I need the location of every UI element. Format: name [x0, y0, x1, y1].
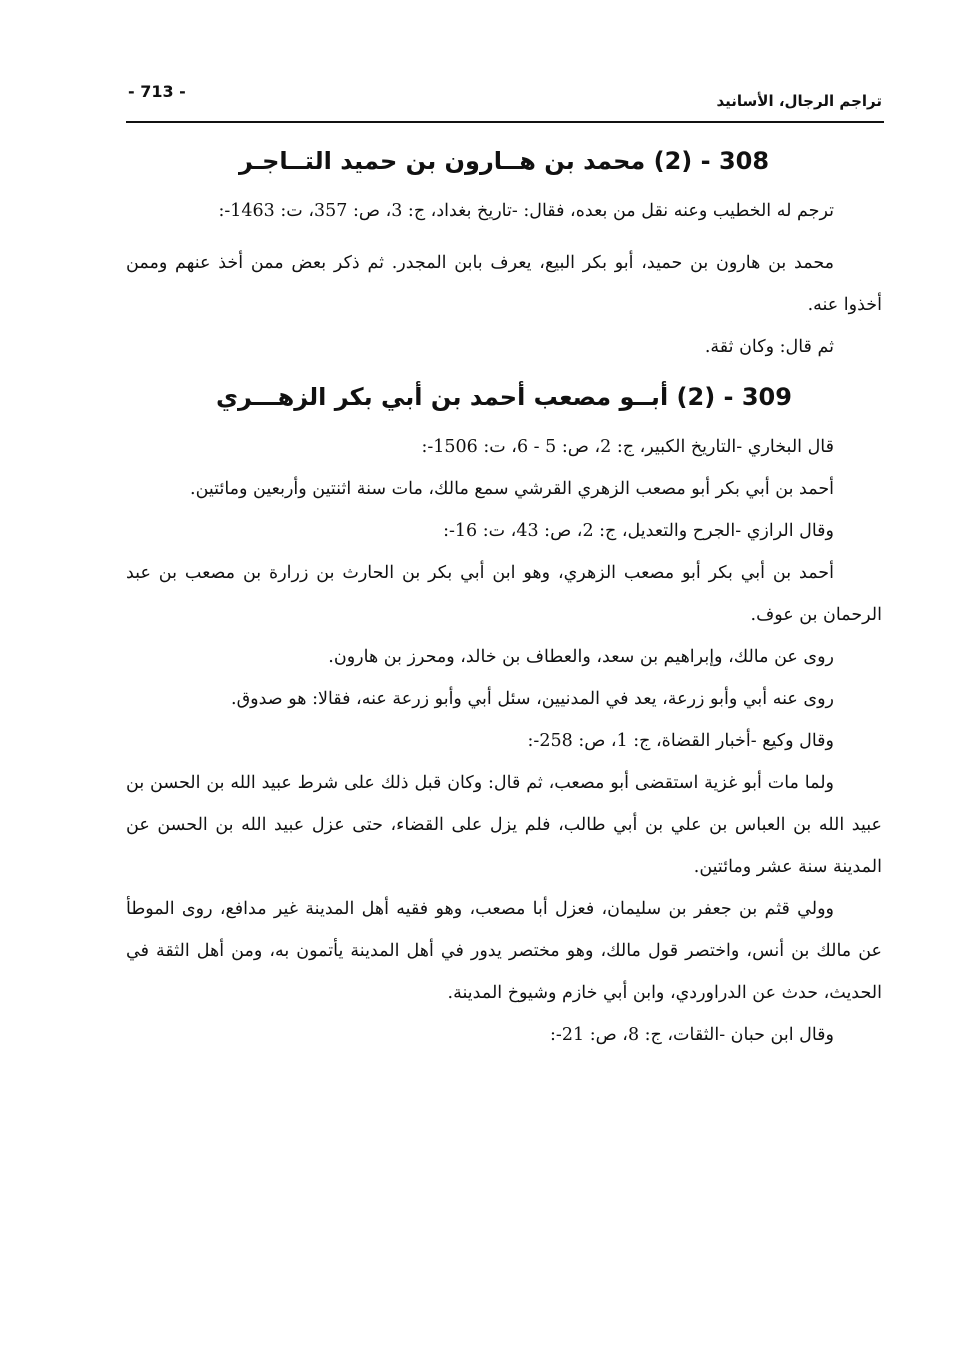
paragraph: ثم قال: وكان ثقة.: [704, 337, 834, 357]
page-header: [128, 78, 882, 122]
paragraph: قال البخاري -التاريخ الكبير، ج: 2، ص: 5 - 6، ت: 1506-:: [421, 437, 834, 457]
paragraph: وقال الرازي -الجرح والتعديل، ج: 2، ص: 43، ت: 16-:: [443, 521, 834, 541]
paragraph: ترجم له الخطيب وعنه نقل من بعده، فقال: -تاريخ بغداد، ج: 3، ص: 357، ت: 1463-:: [218, 201, 834, 221]
paragraph: أحمد بن أبي بكر أبو مصعب الزهري القرشي سمع مالك، مات سنة اثنتين وأربعين ومائتين.: [190, 479, 834, 499]
paragraph: وقال ابن حبان -الثقات، ج: 8، ص: 21-:: [550, 1025, 834, 1045]
page-body: [126, 138, 882, 1056]
paragraph: محمد بن هارون بن حميد، أبو بكر البيع، يعرف بابن المجدر. ثم ذكر بعض ممن أخذ عنهم وممن أخذوا عنه.: [126, 253, 882, 315]
running-title: تراجم الرجال، الأسانيد: [716, 92, 882, 110]
paragraph: ولما مات أبو غزية استقضى أبو مصعب، ثم قال: وكان قبل ذلك على شرط عبيد الله بن الحسن بن عبيد الله بن العباس بن علي بن أبي طالب، فلم يزل على القضاء، حتى عزل عبيد الله بن الحسن عن المدينة سنة عشر ومائتين.: [126, 773, 882, 877]
entry-heading-308: 308 - (2) محمد بن هــارون بن حميد التــاجـر: [238, 147, 770, 175]
header-divider: [126, 121, 884, 123]
paragraph: روى عن مالك، وإبراهيم بن سعد، والعطاف بن خالد، ومحرز بن هارون.: [328, 647, 834, 667]
paragraph: وولي قثم بن جعفر بن سليمان، فعزل أبا مصعب، وهو فقيه أهل المدينة غير مدافع، روى الموطأ عن مالك بن أنس، واختصر قول مالك، وهو مختصر يدور في أهل المدينة يأتمون به، ومن أهل الثقة في الحديث، حدث عن الدراوردي، وابن أبي خازم وشيوخ المدينة.: [126, 899, 882, 1003]
paragraph: وقال وكيع -أخبار القضاة، ج: 1، ص: 258-:: [527, 731, 834, 751]
paragraph: روى عنه أبي وأبو زرعة، يعد في المدنيين، سئل أبي وأبو زرعة عنه، فقالا: هو صدوق.: [231, 689, 834, 709]
paragraph: أحمد بن أبي بكر أبو مصعب الزهري، وهو ابن أبي بكر بن الحارث بن زرارة بن مصعب بن عبد الرحمان بن عوف.: [126, 563, 882, 625]
entry-heading-309: 309 - (2) أبــو مصعب أحمد بن أبي بكر الزهـــري: [216, 383, 792, 411]
page-number: - 713 -: [128, 82, 186, 101]
